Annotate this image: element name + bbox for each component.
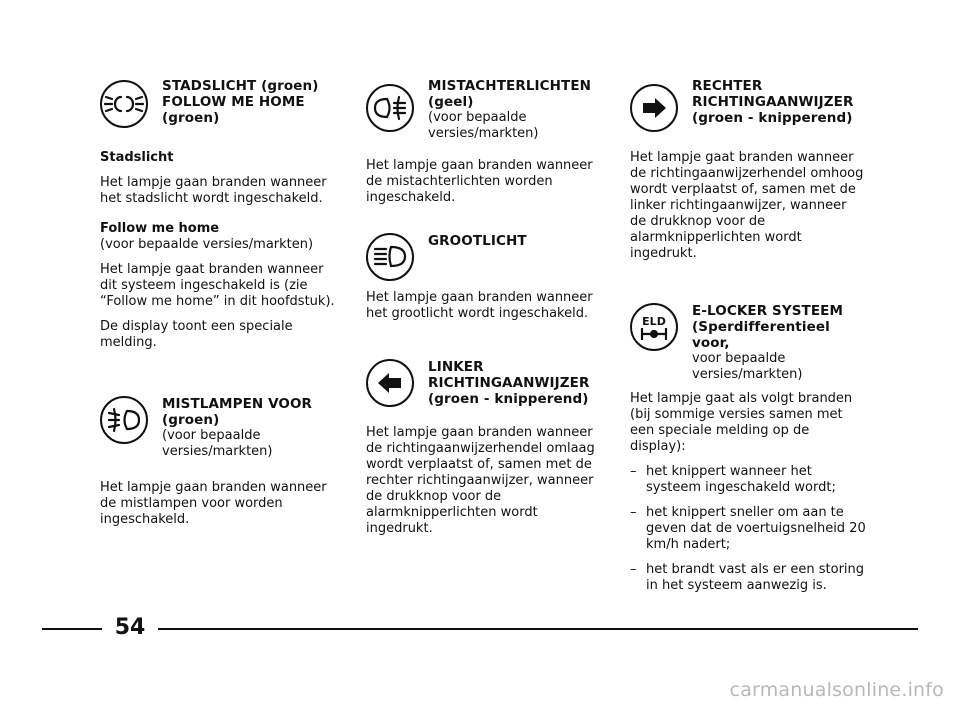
list-item	[630, 464, 866, 496]
elocker-sub-2: versies/markten)	[692, 367, 803, 382]
list-item-text: het knippert sneller om aan te geven dat de voertuigsnelheid 20 km/h nadert;	[646, 505, 866, 552]
footer-rule-right	[158, 628, 918, 630]
grootlicht-title: GROOTLICHT	[428, 233, 527, 249]
list-item-text: het brandt vast als er een storing in het systeem aanwezig is.	[646, 562, 865, 593]
rechter-header	[630, 78, 866, 136]
mistlampen-title: MISTLAMPEN VOOR	[162, 396, 313, 412]
column-2	[366, 78, 602, 546]
grootlicht-text: Het lampje gaan branden wanneer het grootlicht wordt ingeschakeld.	[366, 290, 593, 321]
footer-rule-left	[42, 628, 102, 630]
list-item	[630, 505, 866, 553]
front-fog-light-icon	[100, 396, 148, 444]
stadslicht-text: Het lampje gaan branden wanneer het stadslicht wordt ingeschakeld.	[100, 175, 327, 206]
left-arrow-icon	[366, 359, 414, 407]
follow-color: (groen)	[162, 110, 220, 126]
list-dash: –	[630, 505, 637, 520]
mistachter-sub-1: (voor bepaalde	[428, 110, 527, 125]
display-text: De display toont een speciale melding.	[100, 319, 293, 350]
mistachter-sub-2: versies/markten)	[428, 126, 539, 141]
linker-title-2: RICHTINGAANWIJZER	[428, 375, 590, 391]
e-locker-icon-label: ELD	[642, 314, 666, 328]
mistlampen-text: Het lampje gaan branden wanneer de mistlampen voor worden ingeschakeld.	[100, 480, 327, 527]
e-locker-icon	[630, 303, 678, 351]
high-beam-icon	[366, 233, 414, 281]
elocker-text: Het lampje gaat als volgt branden (bij sommige versies samen met een speciale melding op de display):	[630, 391, 853, 454]
list-item-text: het knippert wanneer het systeem ingeschakeld wordt;	[646, 464, 836, 495]
stadslicht-color: (groen)	[261, 78, 319, 94]
rechter-title-2: RICHTINGAANWIJZER	[692, 94, 854, 110]
mistachter-header	[366, 78, 602, 148]
rechter-text: Het lampje gaat branden wanneer de richtingaanwijzerhendel omhoog wordt verplaatst of, samen met de linker richtingaanwijzer, wanneer de drukknop voor de alarmknipperlichten wordt ingedrukt.	[630, 150, 864, 261]
mistlampen-sub-1: (voor bepaalde	[162, 428, 261, 443]
rear-fog-light-icon	[366, 84, 414, 132]
linker-header	[366, 359, 602, 417]
rechter-title-3: (groen - knipperend)	[692, 110, 853, 126]
mistlampen-color: (groen)	[162, 412, 220, 428]
elocker-sub-1: voor bepaalde	[692, 351, 786, 366]
rechter-title-1: RECHTER	[692, 78, 763, 94]
linker-title-3: (groen - knipperend)	[428, 391, 589, 407]
stadslicht-heading: Stadslicht	[100, 150, 174, 165]
mistlampen-header	[100, 396, 336, 470]
column-1	[100, 78, 336, 537]
elocker-header	[630, 303, 866, 383]
mistachter-text: Het lampje gaan branden wanneer de mistachterlichten worden ingeschakeld.	[366, 158, 593, 205]
watermark: carmanualsonline.info	[729, 679, 944, 701]
grootlicht-header	[366, 233, 602, 289]
list-dash: –	[630, 464, 637, 479]
follow-sub: (voor bepaalde versies/markten)	[100, 237, 314, 252]
page-number: 54	[114, 615, 146, 640]
mistachter-title: MISTACHTERLICHTEN	[428, 78, 592, 94]
list-item	[630, 562, 866, 594]
elocker-title-2: (Sperdifferentieel voor,	[692, 319, 830, 351]
follow-title: FOLLOW ME HOME	[162, 94, 305, 110]
side-light-icon	[100, 80, 148, 128]
stadslicht-header	[100, 78, 336, 134]
stadslicht-title: STADSLICHT	[162, 78, 257, 94]
elocker-title-1: E-LOCKER SYSTEEM	[692, 303, 844, 319]
mistachter-color: (geel)	[428, 94, 474, 110]
linker-title-1: LINKER	[428, 359, 484, 375]
mistlampen-sub-2: versies/markten)	[162, 444, 273, 459]
follow-heading: Follow me home	[100, 221, 220, 236]
column-3	[630, 78, 866, 603]
list-dash: –	[630, 562, 637, 577]
linker-text: Het lampje gaan branden wanneer de richtingaanwijzerhendel omlaag wordt verplaatst of, samen met de rechter richtingaanwijzer, wanneer de drukknop voor de alarmknipperlichten wordt ingedrukt.	[366, 425, 595, 536]
follow-text: Het lampje gaat branden wanneer dit systeem ingeschakeld is (zie “Follow me home” in dit hoofdstuk).	[100, 262, 335, 309]
right-arrow-icon	[630, 84, 678, 132]
